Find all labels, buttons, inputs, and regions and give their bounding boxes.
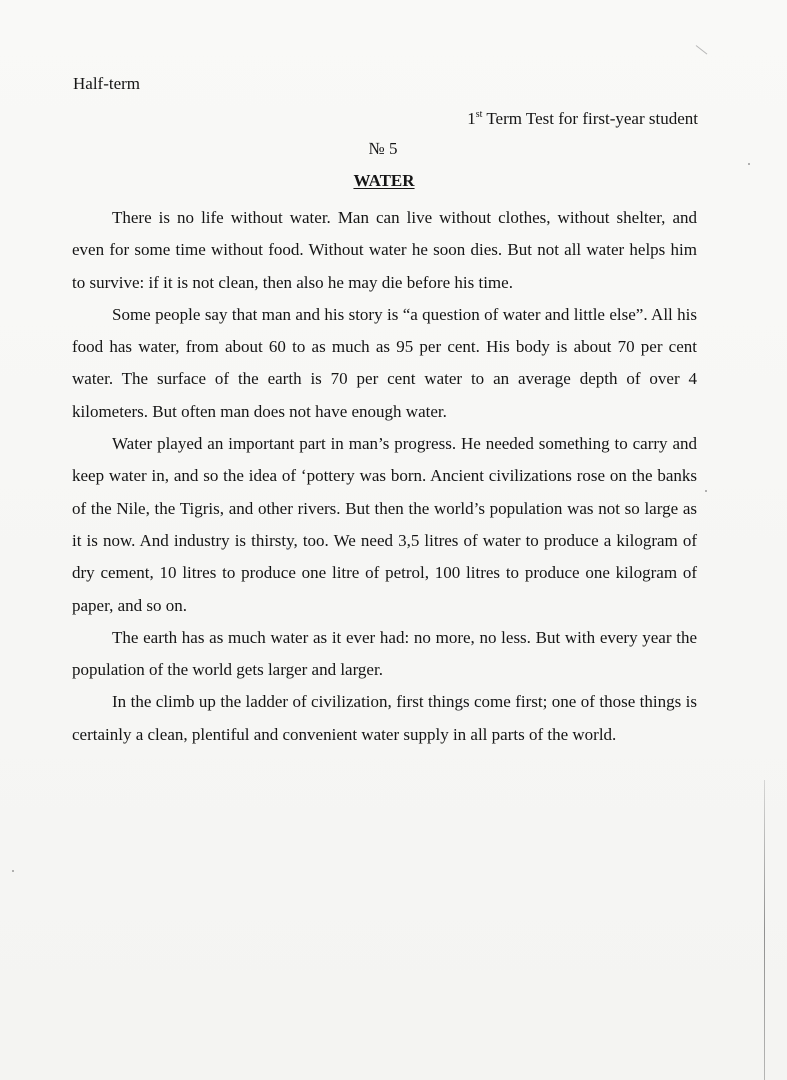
paragraph-2: Some people say that man and his story is “a question of water and little else”. All his food has water, from about 60 to as much as 95 per cent. His body is about 70 per cent water. The surface of the earth is 70 per cent water to an average depth of over 4 kilometers. But often man does not have enough water. bbox=[72, 304, 697, 421]
test-subtitle bbox=[467, 109, 698, 129]
paragraph-4: The earth has as much water as it ever had: no more, no less. But with every year the population of the world gets larger and larger. bbox=[72, 627, 697, 680]
paragraph-1: There is no life without water. Man can live without clothes, without shelter, and even for some time without food. Without water he soon dies. But not all water helps him to survive: if it is not clean, then also he may die before his time. bbox=[72, 208, 697, 292]
test-number: № 5 bbox=[368, 139, 398, 158]
scan-speck bbox=[705, 490, 707, 492]
paragraph-5: In the climb up the ladder of civilization, first things come first; one of those things is certainly a clean, plentiful and convenient water supply in all parts of the world. bbox=[72, 692, 697, 744]
scan-edge-line bbox=[764, 780, 765, 1080]
term-ordinal-suffix: st bbox=[475, 109, 483, 120]
half-term-label: Half-term bbox=[73, 74, 141, 93]
test-description: Term Test for first-year student bbox=[482, 109, 698, 128]
paragraph-3: Water played an important part in man’s progress. He needed something to carry and keep water in, and so the idea of ‘pottery was born. Ancient civilizations rose on the banks of the Nile, the Tigris, and other rivers. But then the world’s population was not so large as it is now. And industry is thirsty, too. We need 3,5 litres of water to produce a kilogram of dry cement, 10 litres to produce one litre of petrol, 100 litres to produce one kilogram of paper, and so on. bbox=[72, 434, 697, 615]
scan-mark bbox=[696, 45, 708, 54]
scan-speck bbox=[12, 870, 14, 872]
term-number: 1 bbox=[467, 109, 476, 128]
scan-speck bbox=[748, 163, 750, 165]
page-title: WATER bbox=[353, 171, 415, 190]
text-body bbox=[72, 202, 697, 751]
